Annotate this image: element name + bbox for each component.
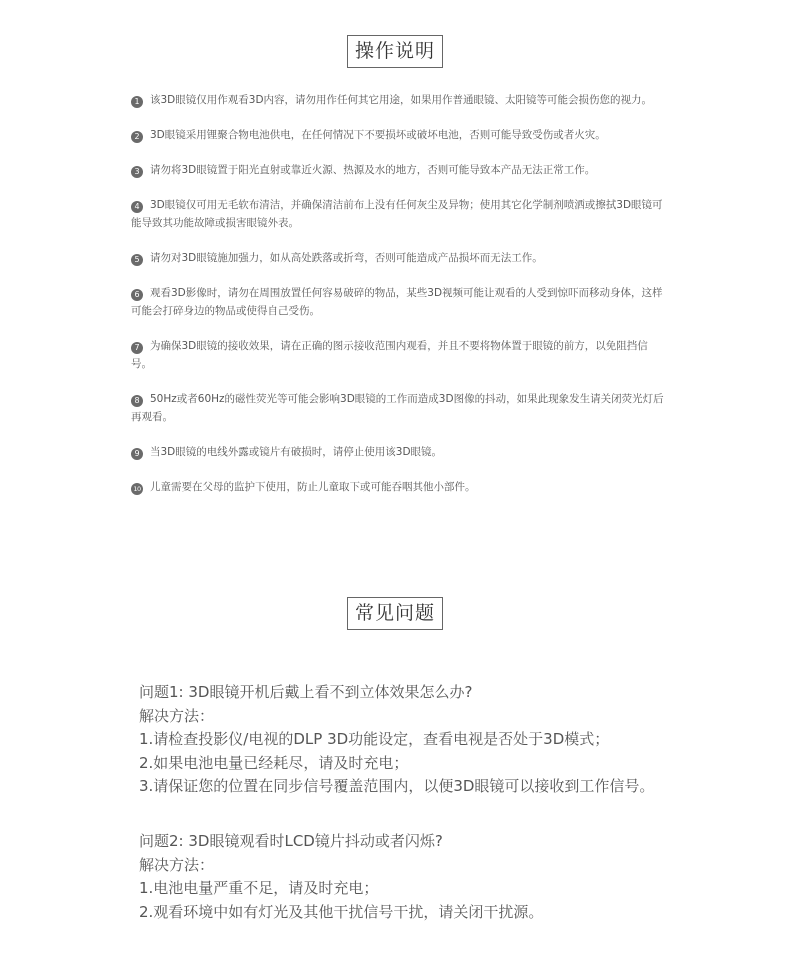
faq-solution-label: 解决方法：	[139, 855, 215, 874]
note-item	[131, 161, 666, 179]
note-number: 4	[131, 201, 143, 213]
note-item	[131, 249, 666, 267]
note-number: 6	[131, 289, 143, 301]
faq-answer: 2.观看环境中如有灯光及其他干扰信号干扰，请关闭干扰源。	[139, 902, 544, 921]
faq-section-title	[0, 597, 790, 630]
note-number: 5	[131, 254, 143, 266]
operation-notes-list	[131, 91, 666, 496]
note-text: 50Hz或者60Hz的磁性荧光等可能会影响3D眼镜的工作而造成3D图像的抖动，如果此现象发生请关闭荧光灯后再观看。	[131, 393, 664, 423]
note-text: 当3D眼镜的电线外露或镜片有破损时，请停止使用该3D眼镜。	[150, 446, 443, 458]
note-number: 10	[131, 483, 143, 495]
note-item	[131, 196, 666, 232]
note-item	[131, 91, 666, 109]
faq-title: 常见问题	[347, 597, 443, 630]
faq-answer: 2.如果电池电量已经耗尽，请及时充电；	[139, 753, 409, 772]
note-number: 1	[131, 96, 143, 108]
faq-answer: 3.请保证您的位置在同步信号覆盖范围内，以便3D眼镜可以接收到工作信号。	[139, 777, 655, 795]
note-item	[131, 478, 666, 496]
note-number: 3	[131, 166, 143, 178]
note-item	[131, 390, 666, 426]
note-text: 3D眼镜采用锂聚合物电池供电，在任何情况下不要损坏或破坏电池，否则可能导致受伤或者火灾。	[150, 129, 606, 141]
note-number: 9	[131, 448, 143, 460]
note-number: 2	[131, 131, 143, 143]
faq-block	[139, 830, 699, 924]
faq-question: 问题1: 3D眼镜开机后戴上看不到立体效果怎么办?	[139, 683, 473, 701]
faq-solution-label: 解决方法：	[139, 706, 215, 725]
note-item	[131, 443, 666, 461]
faq-answer: 1.电池电量严重不足，请及时充电；	[139, 879, 379, 897]
note-text: 该3D眼镜仅用作观看3D内容，请勿用作任何其它用途，如果用作普通眼镜、太阳镜等可能会损伤您的视力。	[150, 94, 653, 106]
note-number: 7	[131, 342, 143, 354]
note-item	[131, 284, 666, 320]
note-text: 儿童需要在父母的监护下使用，防止儿童取下或可能吞咽其他小部件。	[150, 481, 476, 493]
note-number: 8	[131, 395, 143, 407]
note-text: 观看3D影像时，请勿在周围放置任何容易破碎的物品，某些3D视频可能让观看的人受到惊吓而移动身体，这样可能会打碎身边的物品或使得自己受伤。	[131, 287, 663, 317]
operation-section-title	[0, 35, 790, 68]
note-item	[131, 337, 666, 373]
operation-title: 操作说明	[347, 35, 443, 68]
note-text: 3D眼镜仅可用无毛软布清洁，并确保清洁前布上没有任何灰尘及异物；使用其它化学制剂喷洒或擦拭3D眼镜可能导致其功能故障或损害眼镜外表。	[131, 199, 663, 229]
faq-question: 问题2: 3D眼镜观看时LCD镜片抖动或者闪烁?	[139, 832, 443, 850]
note-text: 为确保3D眼镜的接收效果，请在正确的图示接收范围内观看，并且不要将物体置于眼镜的前方，以免阻挡信号。	[131, 340, 648, 370]
note-item	[131, 126, 666, 144]
faq-answer: 1.请检查投影仪/电视的DLP 3D功能设定，查看电视是否处于3D模式；	[139, 730, 610, 748]
note-text: 请勿将3D眼镜置于阳光直射或靠近火源、热源及水的地方，否则可能导致本产品无法正常工作。	[150, 164, 596, 176]
note-text: 请勿对3D眼镜施加强力，如从高处跌落或折弯，否则可能造成产品损坏而无法工作。	[150, 252, 543, 264]
faq-block	[139, 681, 699, 799]
